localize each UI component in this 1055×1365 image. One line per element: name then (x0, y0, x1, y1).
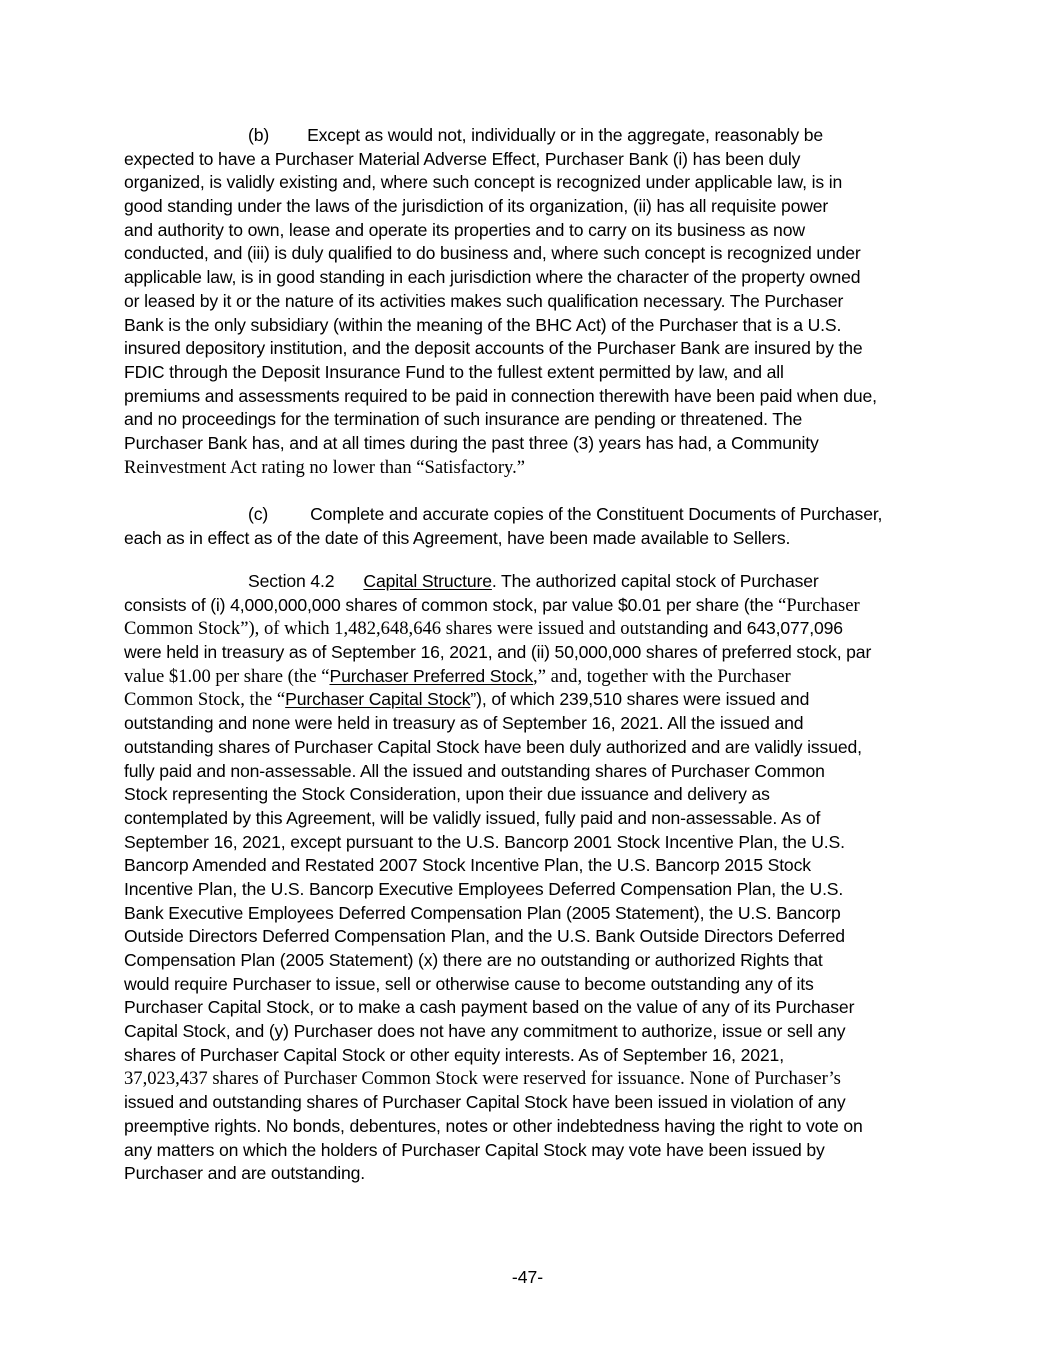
text-line (124, 665, 934, 689)
text-line: Outside Directors Deferred Compensation Plan, and the U.S. Bank Outside Directors Deferred (124, 926, 845, 947)
text-line: or leased by it or the nature of its activities makes such qualification necessary. The Purchaser (124, 290, 844, 311)
paragraph-c-first-line (124, 503, 934, 527)
text-fragment: ,” and, together with the Purchaser (533, 665, 791, 687)
text-line: organized, is validly existing and, where such concept is recognized under applicable law, is in (124, 172, 843, 193)
defined-term-capital-stock: Purchaser Capital Stock (285, 689, 471, 710)
text-fragment: anding and 643,077,096 (656, 618, 843, 639)
text-line: Bank Executive Employees Deferred Compensation Plan (2005 Statement), the U.S. Bancorp (124, 902, 841, 923)
text-line: applicable law, is in good standing in each jurisdiction where the character of the property owned (124, 267, 861, 288)
text-line: FDIC through the Deposit Insurance Fund to the fullest extent permitted by law, and all (124, 361, 784, 382)
text-line: conducted, and (iii) is duly qualified to do business and, where such concept is recognized under (124, 243, 861, 264)
page-number: -47- (511, 1267, 544, 1287)
text-line (124, 688, 934, 712)
text-line: fully paid and non-assessable. All the issued and outstanding shares of Purchaser Common (124, 760, 825, 781)
paragraph-c (124, 503, 934, 550)
paragraph-b-first-line (124, 124, 934, 148)
text-line: contemplated by this Agreement, will be validly issued, fully paid and non-assessable. As of (124, 807, 821, 828)
section-4-2-first-line (124, 570, 934, 594)
text-line: insured depository institution, and the deposit accounts of the Purchaser Bank are insured by the (124, 338, 863, 359)
text-line: outstanding shares of Purchaser Capital Stock have been duly authorized and are validly issued, (124, 736, 862, 757)
text-fragment: value $1.00 per share (the “ (124, 665, 330, 687)
text-fragment: consists of (i) 4,000,000,000 shares of common stock, par value $0.01 per share (the (124, 594, 774, 615)
text-line (124, 617, 934, 641)
text-line: Purchaser Capital Stock, or to make a cash payment based on the value of any of its Purchaser (124, 997, 855, 1018)
text-line: preemptive rights. No bonds, debentures, notes or other indebtedness having the right to vote on (124, 1115, 863, 1136)
text-line: Except as would not, individually or in the aggregate, reasonably be (307, 125, 824, 145)
section-heading: Capital Structure (363, 571, 492, 591)
defined-term-preferred-stock: Purchaser Preferred Stock (329, 665, 534, 686)
section-4-2 (124, 570, 934, 1186)
text-fragment: “Purchaser (773, 594, 860, 616)
text-line: Incentive Plan, the U.S. Bancorp Executive Employees Deferred Compensation Plan, the U.S. (124, 878, 844, 899)
text-line: Complete and accurate copies of the Constituent Documents of Purchaser, (310, 504, 883, 524)
text-line: Compensation Plan (2005 Statement) (x) there are no outstanding or authorized Rights that (124, 950, 823, 970)
text-fragment: Common Stock”), of which 1,482,648,646 shares were issued and outst (124, 618, 657, 640)
text-line: were held in treasury as of September 16, 2021, and (ii) 50,000,000 shares of preferred stock, par (124, 642, 872, 663)
text-fragment: . The authorized capital stock of Purchaser (491, 571, 819, 591)
paragraph-b (124, 124, 934, 479)
text-line: outstanding and none were held in treasury as of September 16, 2021. All the issued and (124, 713, 804, 734)
text-line: good standing under the laws of the jurisdiction of its organization, (ii) has all requisite power (124, 196, 829, 217)
text-line: and authority to own, lease and operate its properties and to carry on its business as now (124, 219, 805, 240)
text-line: 37,023,437 shares of Purchaser Common Stock were reserved for issuance. None of Purchaser’s (124, 1068, 841, 1090)
text-line: September 16, 2021, except pursuant to the U.S. Bancorp 2001 Stock Incentive Plan, the U.S. (124, 831, 845, 852)
paragraph-b-label: (b) (248, 125, 270, 145)
text-line: Capital Stock, and (y) Purchaser does not have any commitment to authorize, issue or sell any (124, 1021, 846, 1042)
text-line: would require Purchaser to issue, sell or otherwise cause to become outstanding any of its (124, 973, 814, 994)
paragraph-c-label: (c) (248, 504, 269, 524)
text-line: Purchaser and are outstanding. (124, 1163, 365, 1184)
text-fragment: Common Stock, the “ (124, 689, 286, 711)
section-number: Section 4.2 (248, 571, 335, 591)
text-line: issued and outstanding shares of Purchaser Capital Stock have been issued in violation of any (124, 1092, 846, 1113)
text-line: and no proceedings for the termination of such insurance are pending or threatened. The (124, 409, 803, 430)
text-line: expected to have a Purchaser Material Adverse Effect, Purchaser Bank (i) has been duly (124, 148, 801, 169)
text-line: any matters on which the holders of Purchaser Capital Stock may vote have been issued by (124, 1139, 825, 1160)
text-fragment: ”), of which 239,510 shares were issued and (470, 689, 810, 710)
text-line: Bank is the only subsidiary (within the meaning of the BHC Act) of the Purchaser that is a U.S. (124, 314, 842, 335)
text-line (124, 594, 934, 618)
text-line: Purchaser Bank has, and at all times during the past three (3) years has had, a Community (124, 432, 819, 453)
text-line: Bancorp Amended and Restated 2007 Stock Incentive Plan, the U.S. Bancorp 2015 Stock (124, 855, 811, 876)
text-line: premiums and assessments required to be paid in connection therewith have been paid when due, (124, 385, 877, 406)
text-line: Reinvestment Act rating no lower than “Satisfactory.” (124, 456, 526, 478)
text-line: Stock representing the Stock Consideration, upon their due issuance and delivery as (124, 784, 770, 805)
text-line: each as in effect as of the date of this Agreement, have been made available to Sellers. (124, 527, 791, 548)
text-line: shares of Purchaser Capital Stock or other equity interests. As of September 16, 2021, (124, 1044, 784, 1065)
